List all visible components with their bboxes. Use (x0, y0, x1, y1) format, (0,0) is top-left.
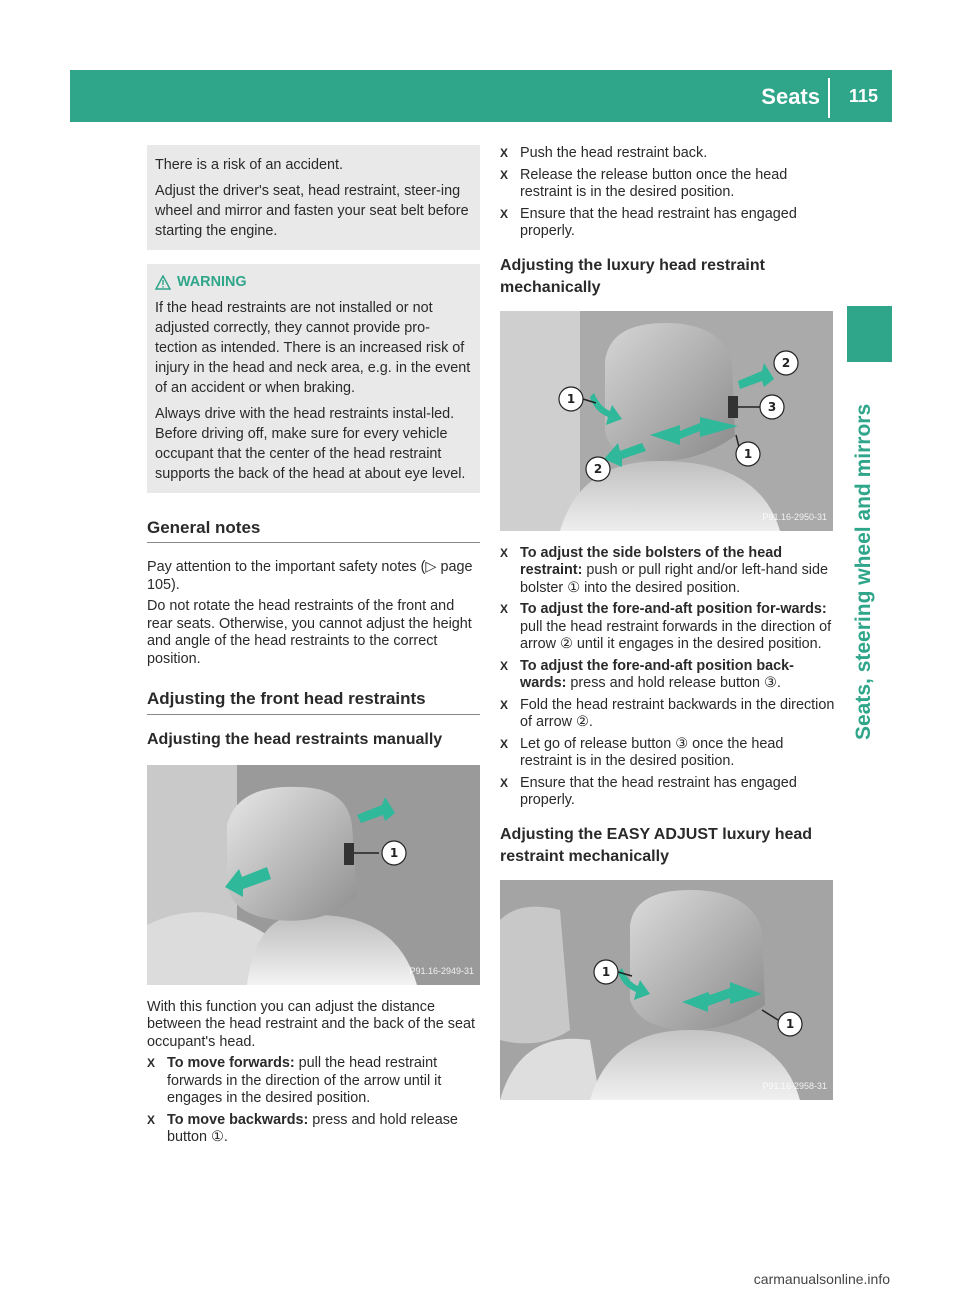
step-text: Let go of release button ③ once the head restraint is in the desired position. (520, 735, 784, 769)
callout-2: 2 (593, 461, 603, 476)
step-arrow-icon: X (147, 1056, 156, 1070)
step-text: press and hold release button ③. (566, 675, 781, 691)
step-arrow-icon: X (500, 602, 509, 616)
step-bold: To move forwards: (167, 1055, 295, 1071)
step-arrow-icon: X (147, 1112, 156, 1127)
step-text: Release the release button once the head restraint is in the desired position. (520, 166, 788, 200)
easy-adjust-heading: Adjusting the EASY ADJUST luxury head restraint mechanically (500, 825, 813, 865)
step-text: Push the head restraint back. (520, 145, 708, 161)
manual-intro: With this function you can adjust the distance between the head restraint and the back of the seat occupant's head. (147, 998, 476, 1050)
accident-notice-line2: Adjust the driver's seat, head restraint, steer-ing wheel and mirror and fasten your seat belt before starting the engine. (155, 183, 469, 239)
left-column (147, 145, 480, 1151)
watermark: carmanualsonline.info (753, 1271, 890, 1287)
callout-3: 3 (767, 399, 777, 414)
right-column (500, 145, 835, 1100)
step-arrow-icon: X (500, 736, 509, 751)
callout-1: 1 (389, 845, 399, 860)
step-bold: To move backwards: (167, 1111, 309, 1128)
luxury-heading: Adjusting the luxury head restraint mechanically (500, 256, 765, 296)
front-restraints-heading: Adjusting the front head restraints (147, 690, 480, 715)
step (500, 775, 835, 810)
accident-notice-box (147, 145, 480, 250)
manual-heading: Adjusting the head restraints manually (147, 730, 443, 748)
step (500, 658, 835, 693)
step-arrow-icon: X (500, 545, 509, 560)
headrest-illustration-2 (500, 311, 833, 531)
header-divider (828, 78, 830, 118)
step-text: pull the head restraint forwards in the direction of the arrow until it engages in the desired position. (167, 1055, 442, 1106)
figure-code: P91.16-2949-31 (409, 966, 474, 976)
page-number: 115 (848, 86, 878, 106)
step (500, 167, 835, 202)
step (500, 736, 835, 771)
step (147, 1055, 480, 1108)
callout-2: 2 (781, 355, 791, 370)
step-bold: To adjust the side bolsters of the head restraint: (520, 544, 782, 578)
step-text: Ensure that the head restraint has engaged properly. (520, 205, 797, 239)
figure-code: P91.16-2958-31 (762, 1081, 827, 1091)
step-bold: To adjust the fore-and-aft position back-wards: (520, 657, 794, 691)
general-notes-para2: Do not rotate the head restraints of the front and rear seats. Otherwise, you cannot adjust the height and angle of the head restraints to the correct position. (147, 598, 472, 667)
step-arrow-icon: X (500, 775, 509, 790)
step-bold: To adjust the fore-and-aft position for-wards: (520, 601, 827, 617)
step-arrow-icon: X (500, 206, 509, 221)
warning-para1: If the head restraints are not installed or not adjusted correctly, they cannot provide pro-tection as intended. There is an increased risk of injury in the head and neck area, e.g. in the event of an accident or when braking. (155, 299, 471, 396)
headrest-illustration-1 (147, 765, 480, 985)
step-text: press and hold release button ①. (167, 1111, 458, 1145)
side-tab-marker (847, 306, 892, 362)
callout-1: 1 (743, 446, 753, 461)
callout-1: 1 (601, 964, 611, 979)
warning-para2: Always drive with the head restraints instal-led. Before driving off, make sure for every vehicle occupant that the center of the head restraint supports the back of the head at about eye level. (155, 405, 466, 482)
figure-code: P91.16-2950-31 (762, 512, 827, 522)
accident-notice-line1: There is a risk of an accident. (155, 157, 343, 173)
step (147, 1112, 480, 1147)
side-chapter-label-text: Seats, steering wheel and mirrors (852, 403, 875, 740)
warning-title-text: WARNING (177, 274, 247, 290)
step-arrow-icon: X (500, 146, 509, 160)
general-notes-heading: General notes (147, 519, 480, 544)
step (500, 601, 835, 654)
callout-1: 1 (566, 391, 576, 406)
step-arrow-icon: X (500, 697, 509, 712)
chapter-title: Seats (761, 84, 820, 109)
figure-luxury-headrest (500, 311, 833, 531)
warning-title (155, 274, 472, 292)
step (500, 697, 835, 732)
step (500, 145, 835, 163)
step-text: pull the head restraint forwards in the direction of arrow ② until it engages in the desired position. (520, 618, 832, 652)
step-arrow-icon: X (500, 658, 509, 673)
warning-triangle-icon (155, 275, 171, 291)
step (500, 545, 835, 598)
figure-manual-headrest (147, 765, 480, 985)
callout-1: 1 (785, 1016, 795, 1031)
step-text: Ensure that the head restraint has engaged properly. (520, 774, 797, 808)
step-text: Fold the head restraint backwards in the direction of arrow ②. (520, 696, 835, 730)
header-bar (70, 70, 892, 122)
step-text: push or pull right and/or left-hand side bolster ① into the desired position. (520, 562, 828, 596)
step-arrow-icon: X (500, 167, 509, 182)
warning-box (147, 264, 480, 493)
step (500, 206, 835, 241)
general-notes-para1: Pay attention to the important safety notes (▷ page 105). (147, 559, 473, 593)
figure-easy-adjust-headrest (500, 880, 833, 1100)
headrest-illustration-3 (500, 880, 833, 1100)
